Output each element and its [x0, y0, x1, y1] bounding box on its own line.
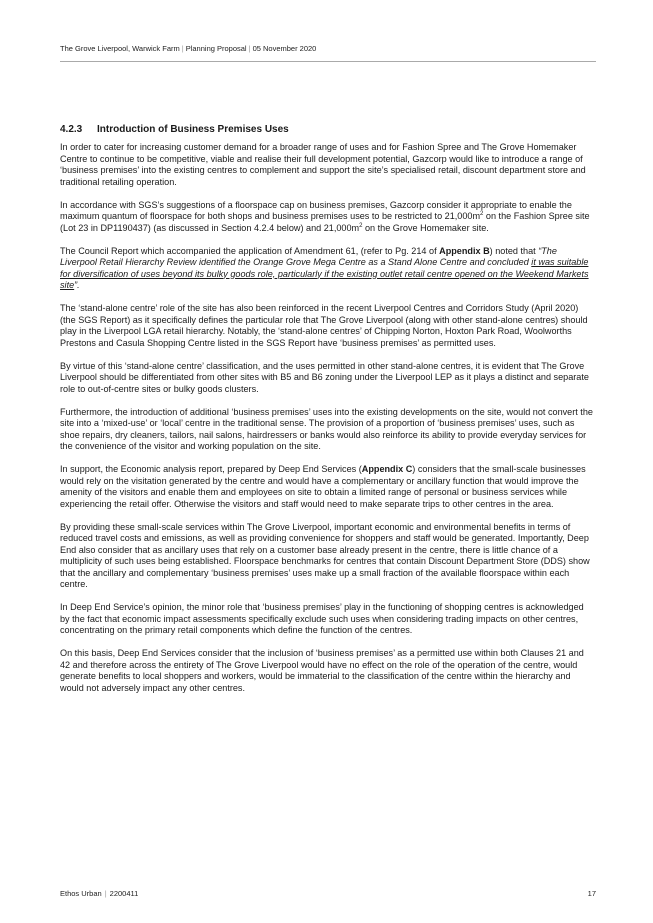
footer-company: Ethos Urban: [60, 889, 102, 898]
header-divider: [60, 61, 596, 62]
header-doc: Planning Proposal: [185, 44, 247, 53]
page-header: The Grove Liverpool, Warwick Farm | Planning Proposal | 05 November 2020: [60, 44, 317, 53]
section-heading: [60, 124, 289, 135]
paragraph-10: On this basis, Deep End Services consider that the inclusion of ‘business premises’ as a permitted use within both Clauses 21 and 42 and therefore across the entirety of The Grove Liverpool would have no effect on the role of the operation of the centre, would generate benefits to local shoppers and workers, would be immaterial to the classification of the centre within the hierarchy and would not adversely impact any other centres.: [60, 648, 584, 693]
footer-ref: 2200411: [109, 889, 139, 898]
paragraph-5: By virtue of this ‘stand-alone centre’ classification, and the uses permitted in other stand-alone centres, it is evident that The Grove Liverpool should be differentiated from other sites with B5 and B6 zoning under the Liverpool LEP as it plays a distinct and separate role to out-of-centre sites or bulky goods clusters.: [60, 360, 589, 394]
section-number: 4.2.3: [60, 124, 83, 135]
appendix-b-ref: Appendix B: [439, 245, 490, 256]
paragraph-4: The ‘stand-alone centre’ role of the site has also been reinforced in the recent Liverpool Centres and Corridors Study (April 2020) (the SGS Report) as it specifically defines the particular role that The Grove Liverpool (along with other stand-alone centres) should play in the Liverpool LGA retail hierarchy. Notably, the ‘stand-alone centres’ of Chipping Norton, Hoxton Park Road, Woolworths Prestons and Casula Shopping Centre listed in the SGS Report have ‘business premises’ as permitted uses.: [60, 303, 588, 348]
page-footer: Ethos Urban | 2200411 17: [60, 889, 596, 898]
appendix-c-ref: Appendix C: [361, 464, 413, 474]
header-project: The Grove Liverpool, Warwick Farm: [60, 44, 180, 53]
section-title: Introduction of Business Premises Uses: [97, 124, 289, 135]
paragraph-8: By providing these small-scale services within The Grove Liverpool, important economic and environmental benefits in terms of reduced travel costs and emissions, as well as providing convenience for shoppers and staff would be generated. Importantly, Deep End also consider that as ancillary uses that rely on a customer base already present in the centre, there is little chance of a multiplicity of such uses being established. Floorspace benchmarks for centres that contain Discount Department Store (DDS) show that the ancillary and complementary ‘business premises’ uses make up a small fraction of the available floorspace within each centre.: [60, 521, 590, 589]
paragraph-6: Furthermore, the introduction of additional ‘business premises’ uses into the existing developments on the site, would not convert the site into a ‘mixed-use’ or ‘local’ centre in the traditional sense. The provision of a proportion of ‘business premises’ uses, such as shoe repairs, dry cleaners, tailors, nail salons, hairdressers or banks would also reinforce its ability to provide everyday services for the convenience of the visitor and working population on the site.: [60, 406, 593, 451]
body-text: [60, 142, 594, 706]
page-number: 17: [587, 889, 596, 898]
paragraph-9: In Deep End Service’s opinion, the minor role that ‘business premises’ play in the functioning of shopping centres is acknowledged by the fact that economic impact assessments specifically exclude such uses when considering trading impacts on other centres, concentrating on the primary retail components which define the function of the centres.: [60, 602, 584, 635]
paragraph-3: The Council Report which accompanied the application of Amendment 61, (refer to Pg. 214 of Appendix B) noted that “The Liverpool Retail Hierarchy Review identified the Orange Grove Mega Centre as a Stand Alone Centre and concluded it was suitable for diversification of uses beyond its bulky goods role, particularly if the existing outlet retail centre opened on the Weekend Markets site”.: [60, 245, 589, 290]
header-date: 05 November 2020: [252, 44, 317, 53]
council-quote: “The Liverpool Retail Hierarchy Review identified the Orange Grove Mega Centre as a Stand Alone Centre and concluded it was suitable for diversification of uses beyond its bulky goods role, particularly if the existing outlet retail centre opened on the Weekend Markets site”.: [60, 245, 589, 290]
paragraph-1: In order to cater for increasing customer demand for a broader range of uses and for Fashion Spree and The Grove Homemaker Centre to continue to be competitive, viable and realise their full development potential, Gazcorp would like to introduce a range of ‘business premises’ into the existing centres to complement and support the site’s specialised retail, discount department store and traditional retailing operation.: [60, 142, 586, 187]
paragraph-2: In accordance with SGS’s suggestions of a floorspace cap on business premises, Gazcorp consider it appropriate to enable the maximum quantum of floorspace for both shops and business premises uses to be restricted to $21,000m^2$ on the Fashion Spree site (Lot 23 in DP1190437) (as discussed in Section 4.2.4 below) and $21,000m^2$ on the Grove Homemaker site.: [60, 199, 590, 233]
paragraph-7: In support, the Economic analysis report, prepared by Deep End Services (Appendix C) considers that the small-scale businesses would rely on the visitation generated by the centre and would have a complementary or ancillary function that would improve the amenity of the visitors and enable them and employees on site to obtain a limited range of personal or business services while experiencing the retail offer. Otherwise the visitors and staff would need to make separate trips to other centres in the area.: [60, 464, 586, 509]
